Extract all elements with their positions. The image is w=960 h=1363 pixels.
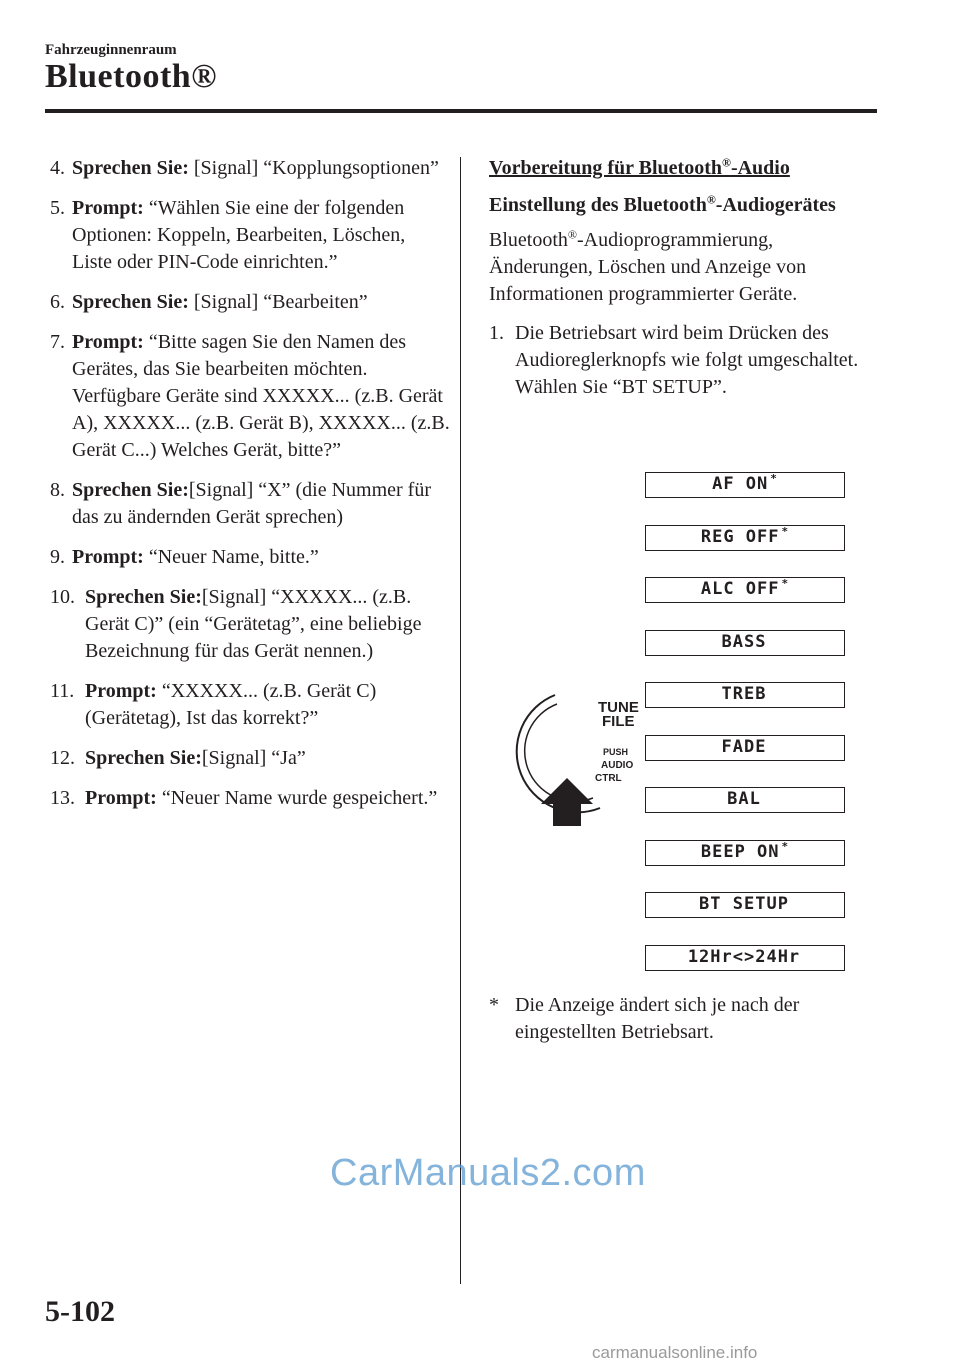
knob-label-tune: TUNE xyxy=(598,699,639,716)
display-label: FADE xyxy=(721,737,767,757)
step-keyword: Sprechen Sie: xyxy=(72,291,189,313)
display-label: ALC OFF xyxy=(700,579,780,599)
asterisk: * xyxy=(781,840,790,853)
footer-watermark: carmanualsonline.info xyxy=(592,1343,758,1362)
registered-mark: ® xyxy=(567,227,578,242)
subheading-text: Einstellung des Bluetooth xyxy=(489,194,707,216)
step-5 xyxy=(50,195,450,276)
step-12 xyxy=(50,745,450,772)
step-11 xyxy=(50,678,450,732)
knob-label-ctrl: CTRL xyxy=(595,773,622,784)
display-label: 12Hr<>24Hr xyxy=(687,947,801,967)
knob-label-push: PUSH xyxy=(603,747,629,757)
step-keyword: Prompt: xyxy=(85,680,157,702)
asterisk: * xyxy=(770,472,778,485)
step-keyword: Prompt: xyxy=(72,197,144,219)
intro-text: Bluetooth xyxy=(489,229,568,251)
display-label: TREB xyxy=(721,684,767,704)
page-title: Bluetooth® xyxy=(45,58,218,95)
step-text: “Bitte sagen Sie den Namen des Gerätes, das Sie bearbeiten möchten. Verfügbare Geräte sind XXXXX... (z.B. Gerät A), XXXXX... (z.B. Gerät B), XXXXX... (z.B. Gerät C...) Welches Gerät, bitte?” xyxy=(72,331,450,461)
title-rule xyxy=(45,109,877,113)
registered-mark: ® xyxy=(706,192,716,207)
display-label: BAL xyxy=(727,789,761,809)
display-bt-setup xyxy=(645,892,845,918)
step-number: 10. xyxy=(50,586,75,608)
display-reg-off xyxy=(645,525,845,551)
subheading-audio-device xyxy=(489,192,879,219)
intro-paragraph xyxy=(489,227,879,308)
audio-control-knob-illustration xyxy=(505,690,645,840)
display-af-on xyxy=(645,472,845,498)
display-label: AF ON xyxy=(712,474,769,494)
step-text: “Neuer Name, bitte.” xyxy=(143,546,319,568)
section-label: Fahrzeuginnenraum xyxy=(45,42,177,58)
subheading-tail: -Audiogerätes xyxy=(715,194,836,216)
step-keyword: Prompt: xyxy=(72,546,144,568)
step-keyword: Sprechen Sie: xyxy=(85,747,202,769)
step-number: 13. xyxy=(50,787,75,809)
display-label: BEEP ON xyxy=(700,842,780,862)
footnote-text: Die Anzeige ändert sich je nach der eingestellten Betriebsart. xyxy=(515,994,800,1043)
step-text: [Signal] “Bearbeiten” xyxy=(188,291,368,313)
step-6 xyxy=(50,289,450,316)
step-10 xyxy=(50,584,450,665)
push-arrow-icon xyxy=(541,778,593,826)
step-text: [Signal] “Kopplungsoptionen” xyxy=(188,157,439,179)
footnote-mark: * xyxy=(489,994,499,1016)
step-text: [Signal] “Ja” xyxy=(201,747,306,769)
asterisk: * xyxy=(781,577,790,590)
step-1 xyxy=(489,320,879,401)
asterisk: * xyxy=(781,525,790,538)
step-4 xyxy=(50,155,450,182)
step-keyword: Prompt: xyxy=(72,331,144,353)
display-bal xyxy=(645,787,845,813)
footnote xyxy=(489,992,879,1046)
step-keyword: Sprechen Sie: xyxy=(85,586,202,608)
step-13 xyxy=(50,785,450,812)
step-text: “XXXXX... (z.B. Gerät C) (Gerätetag), Ist das korrekt?” xyxy=(85,680,377,729)
step-number: 9. xyxy=(50,546,65,568)
step-text: “Wählen Sie eine der folgenden Optionen: Koppeln, Bearbeiten, Löschen, Liste oder PIN-Code einrichten.” xyxy=(72,197,406,273)
intro-text-tail: -Audioprogrammierung, Änderungen, Löschen und Anzeige von Informationen programmierter Geräte. xyxy=(489,229,807,305)
step-number: 5. xyxy=(50,197,65,219)
right-column xyxy=(489,155,879,401)
step-number: 12. xyxy=(50,747,75,769)
heading-tail: -Audio xyxy=(730,157,790,179)
step-number: 6. xyxy=(50,291,65,313)
display-treb xyxy=(645,682,845,708)
display-bass xyxy=(645,630,845,656)
display-12hr-24hr xyxy=(645,945,845,971)
step-keyword: Sprechen Sie: xyxy=(72,157,189,179)
left-column xyxy=(50,155,450,825)
display-label: BT SETUP xyxy=(699,894,789,914)
step-keyword: Prompt: xyxy=(85,787,157,809)
step-text: [Signal] “XXXXX... (z.B. Gerät C)” (ein “Gerätetag”, eine beliebige Bezeichnung für das Gerät nennen.) xyxy=(85,586,422,662)
step-number: 4. xyxy=(50,157,65,179)
step-keyword: Sprechen Sie: xyxy=(72,479,189,501)
step-number: 8. xyxy=(50,479,65,501)
step-9 xyxy=(50,544,450,571)
display-alc-off xyxy=(645,577,845,603)
step-8 xyxy=(50,477,450,531)
step-text: [Signal] “X” (die Nummer für das zu ändernden Gerät sprechen) xyxy=(72,479,431,528)
step-number: 1. xyxy=(489,322,504,344)
column-divider xyxy=(460,157,461,1284)
display-label: BASS xyxy=(721,632,767,652)
heading-text: Vorbereitung für Bluetooth xyxy=(489,157,722,179)
watermark-logo: CarManuals2.com xyxy=(330,1152,646,1194)
registered-mark: ® xyxy=(721,155,731,170)
step-number: 7. xyxy=(50,331,65,353)
display-beep-on xyxy=(645,840,845,866)
page-number: 5-102 xyxy=(45,1295,115,1328)
step-7 xyxy=(50,329,450,464)
step-text: “Neuer Name wurde gespeichert.” xyxy=(156,787,438,809)
step-number: 11. xyxy=(50,680,75,702)
section-heading-bluetooth-audio xyxy=(489,155,879,182)
step-text: Die Betriebsart wird beim Drücken des Audioreglerknopfs wie folgt umgeschaltet. Wählen Sie “BT SETUP”. xyxy=(515,322,859,398)
display-fade xyxy=(645,735,845,761)
knob-label-file: FILE xyxy=(602,713,635,730)
display-label: REG OFF xyxy=(700,527,780,547)
knob-label-audio: AUDIO xyxy=(601,760,634,771)
